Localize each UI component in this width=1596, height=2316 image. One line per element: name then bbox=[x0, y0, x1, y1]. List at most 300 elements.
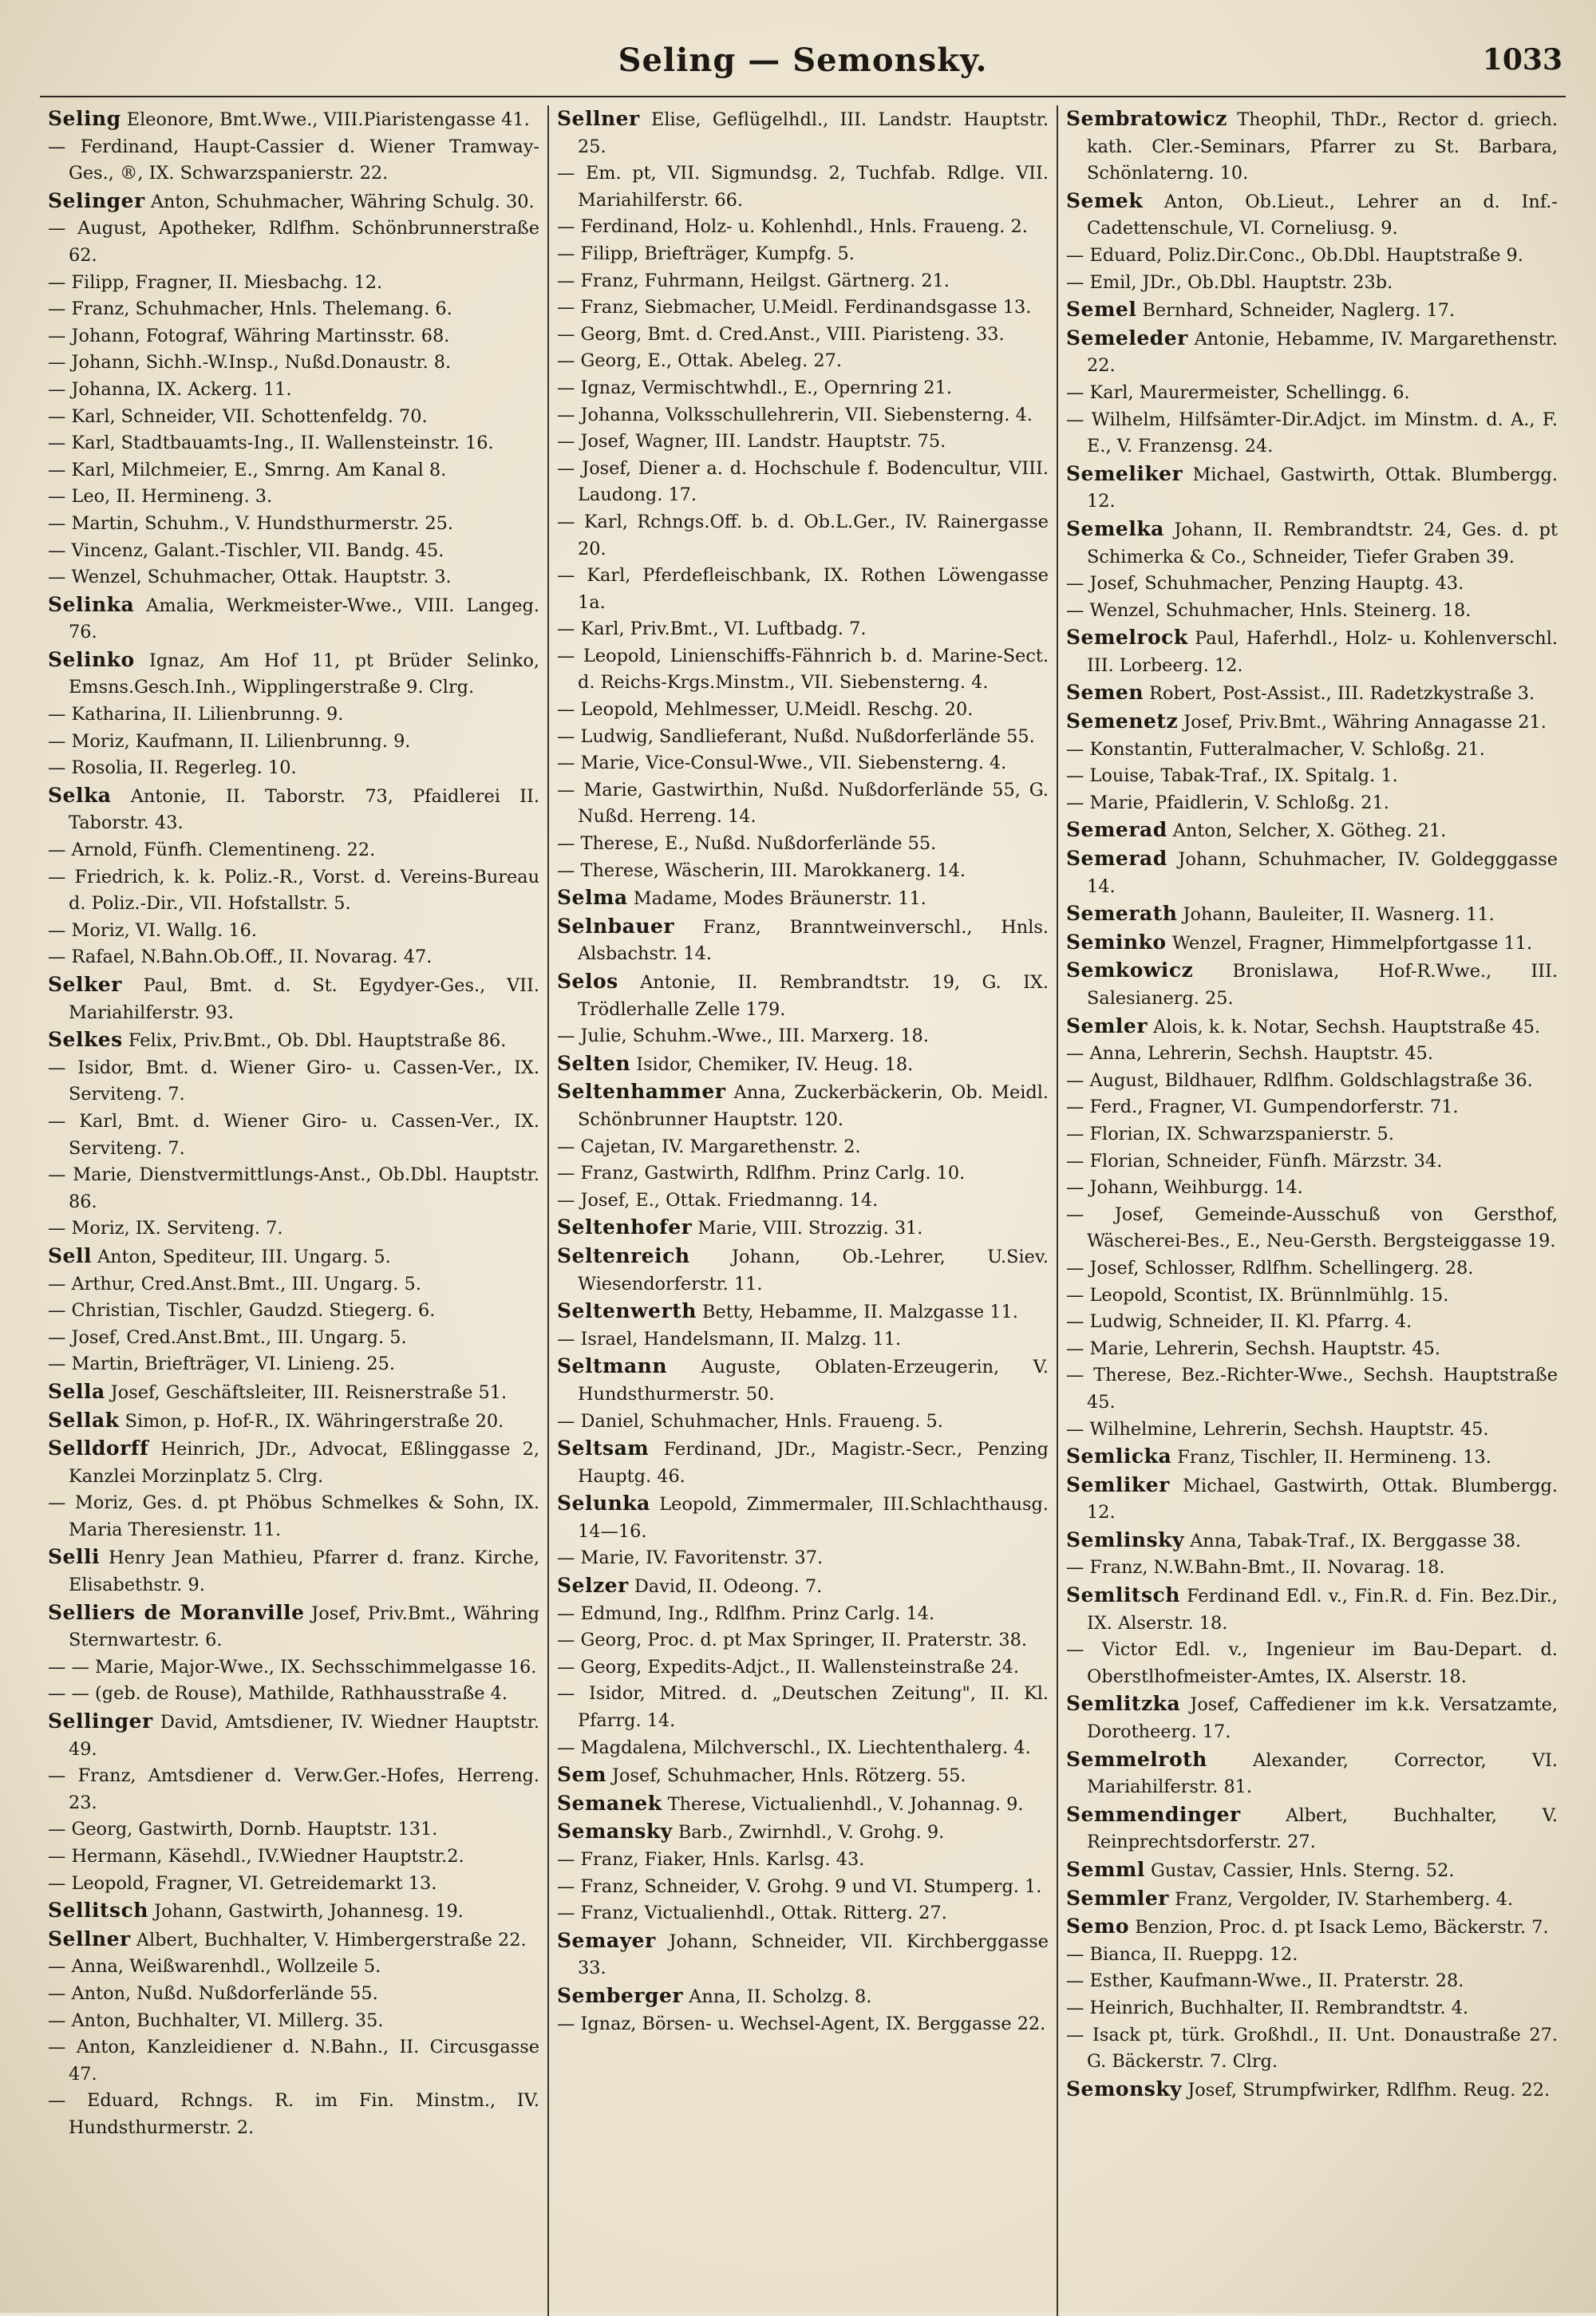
entry-text: Anton, Schuhmacher, Währing Schulg. 30. bbox=[150, 191, 535, 212]
entry-text: — Rafael, N.Bahn.Ob.Off., II. Novarag. 47. bbox=[48, 947, 433, 968]
entry-text: — Josef, Diener a. d. Hochschule f. Bodencultur, VIII. Laudong. 17. bbox=[557, 457, 1049, 506]
entry-text: Antonie, Hebamme, IV. Margarethenstr. 22. bbox=[1087, 328, 1558, 377]
entry-text: Alois, k. k. Notar, Sechsh. Hauptstraße 45. bbox=[1153, 1016, 1541, 1037]
directory-entry bbox=[48, 918, 539, 945]
entry-text: Michael, Gastwirth, Ottak. Blumbergg. 12. bbox=[1087, 1475, 1558, 1524]
entry-text: Barb., Zwirnhdl., V. Grohg. 9. bbox=[678, 1822, 945, 1844]
directory-entry bbox=[1066, 929, 1558, 958]
entry-surname: Semerath bbox=[1066, 902, 1178, 926]
entry-text: — Filipp, Briefträger, Kumpfg. 5. bbox=[557, 243, 855, 264]
column-3 bbox=[1057, 105, 1566, 2316]
entry-text: Anton, Spediteur, III. Ungarg. 5. bbox=[97, 1246, 391, 1267]
entry-surname: Selinko bbox=[48, 647, 135, 671]
directory-entry bbox=[1066, 1913, 1558, 1942]
entry-surname: Sella bbox=[48, 1379, 105, 1403]
entry-text: — Florian, Schneider, Fünfh. Märzstr. 34. bbox=[1066, 1150, 1443, 1172]
entry-surname: Semlicka bbox=[1066, 1445, 1172, 1468]
entry-text: Ignaz, Am Hof 11, pt Brüder Selinko, Emsns.Gesch.Inh., Wipplingerstraße 9. Clrg. bbox=[69, 650, 539, 698]
directory-entry bbox=[48, 1708, 539, 1763]
entry-text: — Moriz, VI. Wallg. 16. bbox=[48, 919, 257, 941]
directory-entry bbox=[557, 1353, 1049, 1408]
directory-entry bbox=[48, 377, 539, 404]
entry-text: — — Marie, Major-Wwe., IX. Sechsschimmelgasse 16. bbox=[48, 1656, 537, 1678]
entry-surname: Semansky bbox=[557, 1820, 673, 1844]
directory-entry bbox=[1066, 188, 1558, 243]
directory-entry bbox=[557, 456, 1049, 509]
entry-text: Elise, Geflügelhdl., III. Landstr. Hauptstr. 25. bbox=[578, 109, 1049, 157]
entry-text: — Filipp, Fragner, II. Miesbachg. 12. bbox=[48, 271, 383, 293]
directory-entry bbox=[1066, 460, 1558, 516]
entry-surname: Selli bbox=[48, 1545, 100, 1569]
entry-text: — Leopold, Scontist, IX. Brünnlmühlg. 15. bbox=[1066, 1284, 1449, 1306]
directory-entry bbox=[557, 1214, 1049, 1243]
directory-entry bbox=[557, 1874, 1049, 1901]
directory-entry bbox=[1066, 1175, 1558, 1202]
entry-surname: Sellak bbox=[48, 1408, 120, 1432]
entry-text: — Em. pt, VII. Sigmundsg. 2, Tuchfab. Rdlge. VII. Mariahilferstr. 66. bbox=[557, 163, 1049, 211]
entry-text: — Magdalena, Milchverschl., IX. Liechtenthalerg. 4. bbox=[557, 1737, 1031, 1758]
directory-entry bbox=[557, 402, 1049, 429]
directory-entry bbox=[48, 944, 539, 971]
entry-surname: Selldorff bbox=[48, 1437, 149, 1460]
directory-entry bbox=[48, 1243, 539, 1271]
directory-entry bbox=[1066, 1690, 1558, 1745]
entry-surname: Semlitzka bbox=[1066, 1692, 1181, 1716]
directory-entry bbox=[1066, 516, 1558, 571]
entry-surname: Semmler bbox=[1066, 1886, 1169, 1910]
entry-text: — Friedrich, k. k. Poliz.-R., Vorst. d. Vereins-Bureau d. Poliz.-Dir., VII. Hofstallstr. 5. bbox=[48, 866, 539, 915]
entry-text: Marie, VIII. Strozzig. 31. bbox=[697, 1218, 923, 1239]
entry-text: Franz, Branntweinverschl., Hnls. Alsbachstr. 14. bbox=[578, 916, 1049, 965]
entry-surname: Sellinger bbox=[48, 1709, 153, 1733]
entry-text: Josef, Caffediener im k.k. Versatzamte, Dorotheerg. 17. bbox=[1087, 1694, 1558, 1743]
directory-entry bbox=[48, 404, 539, 431]
directory-entry bbox=[557, 160, 1049, 214]
directory-entry bbox=[1066, 737, 1558, 764]
directory-entry bbox=[48, 1055, 539, 1109]
entry-text: — Franz, Schneider, V. Grohg. 9 und VI. Stumperg. 1. bbox=[557, 1875, 1042, 1897]
entry-text: — Johann, Fotograf, Währing Martinsstr. 68. bbox=[48, 325, 450, 346]
entry-text: — Wilhelm, Hilfsämter-Dir.Adjct. im Minstm. d. A., F. E., V. Franzensg. 24. bbox=[1066, 409, 1558, 457]
entry-surname: Semler bbox=[1066, 1014, 1148, 1037]
directory-entry bbox=[557, 1050, 1049, 1079]
entry-text: — Josef, Wagner, III. Landstr. Hauptstr. 75. bbox=[557, 431, 946, 453]
directory-entry bbox=[557, 831, 1049, 858]
entry-text: Johann, Schuhmacher, IV. Goldegggasse 14. bbox=[1087, 849, 1558, 897]
entry-text: — Leopold, Linienschiffs-Fähnrich b. d. Marine-Sect. d. Reichs-Krgs.Minstm., VII. Siebensterng. 4. bbox=[557, 645, 1049, 694]
entry-text: — Martin, Briefträger, VI. Linieng. 25. bbox=[48, 1354, 395, 1375]
entry-text: Wenzel, Fragner, Himmelpfortgasse 11. bbox=[1171, 932, 1533, 954]
entry-text: — Moriz, IX. Serviteng. 7. bbox=[48, 1218, 283, 1239]
entry-text: Josef, Schuhmacher, Hnls. Rötzerg. 55. bbox=[612, 1765, 966, 1787]
entry-text: — Martin, Schuhm., V. Hundsthurmerstr. 25. bbox=[48, 512, 454, 534]
entry-text: — Karl, Milchmeier, E., Smrng. Am Kanal 8. bbox=[48, 459, 447, 480]
entry-text: — Georg, Gastwirth, Dornb. Hauptstr. 131. bbox=[48, 1819, 438, 1840]
directory-entry bbox=[557, 750, 1049, 777]
directory-entry bbox=[557, 1298, 1049, 1326]
entry-surname: Semerad bbox=[1066, 847, 1167, 871]
entry-surname: Sembratowicz bbox=[1066, 107, 1227, 130]
directory-entry bbox=[1066, 325, 1558, 380]
directory-entry bbox=[1066, 1336, 1558, 1363]
directory-entry bbox=[48, 646, 539, 702]
directory-entry bbox=[48, 1407, 539, 1436]
entry-surname: Semen bbox=[1066, 681, 1144, 705]
directory-entry bbox=[48, 350, 539, 377]
entry-surname: Seling bbox=[48, 107, 121, 130]
directory-entry bbox=[1066, 1417, 1558, 1444]
entry-text: Johann, Schneider, VII. Kirchberggasse 33. bbox=[578, 1931, 1049, 1979]
directory-entry bbox=[1066, 1013, 1558, 1041]
directory-entry bbox=[48, 323, 539, 350]
entry-surname: Semenetz bbox=[1066, 709, 1179, 733]
entry-text: — Leopold, Mehlmesser, U.Meidl. Reschg. 20. bbox=[557, 699, 974, 721]
entry-surname: Semeliker bbox=[1066, 461, 1183, 485]
entry-surname: Selnbauer bbox=[557, 914, 675, 938]
directory-entry bbox=[48, 2008, 539, 2035]
directory-entry bbox=[557, 1681, 1049, 1734]
entry-surname: Sellitsch bbox=[48, 1899, 148, 1923]
entry-text: — Ignaz, Börsen- u. Wechsel-Agent, IX. Berggasse 22. bbox=[557, 2013, 1046, 2034]
directory-entry bbox=[557, 884, 1049, 913]
entry-text: — — (geb. de Rouse), Mathilde, Rathhausstraße 4. bbox=[48, 1683, 508, 1705]
directory-entry bbox=[48, 484, 539, 511]
directory-entry bbox=[557, 1243, 1049, 1298]
directory-entry bbox=[557, 643, 1049, 697]
directory-entry bbox=[48, 1926, 539, 1954]
entry-text: — Therese, Wäscherin, III. Marokkanerg. 14. bbox=[557, 860, 966, 881]
directory-entry bbox=[557, 1409, 1049, 1436]
entry-text: — Leo, II. Hermineng. 3. bbox=[48, 486, 273, 508]
entry-text: — Anna, Weißwarenhdl., Wollzeile 5. bbox=[48, 1956, 381, 1978]
entry-surname: Seltmann bbox=[557, 1354, 668, 1378]
entry-surname: Selinger bbox=[48, 188, 145, 212]
directory-entry bbox=[1066, 1148, 1558, 1176]
entry-text: — Marie, Pfaidlerin, V. Schloßg. 21. bbox=[1066, 792, 1389, 813]
directory-entry bbox=[48, 782, 539, 837]
column-1 bbox=[40, 105, 547, 2316]
directory-entry bbox=[1066, 1202, 1558, 1255]
entry-text: — Hermann, Käsehdl., IV.Wiedner Hauptstr.2. bbox=[48, 1846, 464, 1867]
directory-entry bbox=[557, 1435, 1049, 1490]
entry-text: Johann, Ob.-Lehrer, U.Siev. Wiesendorferstr. 11. bbox=[578, 1246, 1049, 1294]
entry-surname: Semo bbox=[1066, 1915, 1130, 1939]
entry-text: — Karl, Rchngs.Off. b. d. Ob.L.Ger., IV. Rainergasse 20. bbox=[557, 511, 1049, 559]
entry-text: Alexander, Corrector, VI. Mariahilferstr. 81. bbox=[1087, 1749, 1558, 1798]
entry-surname: Semelka bbox=[1066, 516, 1164, 540]
directory-entry bbox=[48, 511, 539, 538]
directory-entry bbox=[557, 1490, 1049, 1545]
directory-entry bbox=[1066, 571, 1558, 598]
directory-entry bbox=[1066, 1255, 1558, 1282]
directory-entry bbox=[557, 1818, 1049, 1847]
directory-entry bbox=[557, 509, 1049, 563]
directory-entry bbox=[48, 296, 539, 323]
directory-entry bbox=[1066, 1041, 1558, 1068]
entry-text: — Eduard, Rchngs. R. im Fin. Minstm., IV. Hundsthurmerstr. 2. bbox=[48, 2090, 539, 2138]
directory-entry bbox=[48, 1298, 539, 1325]
entry-text: — Moriz, Ges. d. pt Phöbus Schmelkes & Sohn, IX. Maria Theresienstr. 11. bbox=[48, 1492, 539, 1540]
directory-entry bbox=[48, 1654, 539, 1682]
entry-text: — Josef, E., Ottak. Friedmanng. 14. bbox=[557, 1189, 879, 1211]
entry-text: — Therese, Bez.-Richter-Wwe., Sechsh. Hauptstraße 45. bbox=[1066, 1365, 1558, 1413]
entry-surname: Seltenhammer bbox=[557, 1080, 726, 1104]
directory-entry bbox=[557, 1847, 1049, 1874]
directory-entry bbox=[1066, 1637, 1558, 1690]
directory-entry bbox=[48, 1435, 539, 1490]
entry-text: Simon, p. Hof-R., IX. Währingerstraße 20. bbox=[124, 1410, 504, 1432]
directory-entry bbox=[48, 1897, 539, 1926]
entry-text: — Moriz, Kaufmann, II. Lilienbrunng. 9. bbox=[48, 730, 411, 752]
entry-text: — Karl, Pferdefleischbank, IX. Rothen Löwengasse 1a. bbox=[557, 565, 1049, 613]
directory-entry bbox=[48, 457, 539, 484]
entry-text: — Cajetan, IV. Margarethenstr. 2. bbox=[557, 1136, 861, 1157]
entry-text: Josef, Strumpfwirker, Rdlfhm. Reug. 22. bbox=[1187, 2079, 1551, 2101]
entry-surname: Seltenreich bbox=[557, 1243, 690, 1267]
entry-text: — Karl, Maurermeister, Schellingg. 6. bbox=[1066, 381, 1410, 403]
entry-surname: Sell bbox=[48, 1243, 92, 1267]
entry-text: — Franz, Siebmacher, U.Meidl. Ferdinandsgasse 13. bbox=[557, 297, 1032, 318]
directory-entry bbox=[557, 1601, 1049, 1628]
directory-entry bbox=[48, 1026, 539, 1055]
directory-entry bbox=[1066, 407, 1558, 460]
directory-entry bbox=[48, 188, 539, 216]
entry-text: — Marie, Lehrerin, Sechsh. Hauptstr. 45. bbox=[1066, 1338, 1441, 1359]
entry-text: Betty, Hebamme, II. Malzgasse 11. bbox=[702, 1302, 1018, 1323]
entry-text: — Georg, Expedits-Adjct., II. Wallensteinstraße 24. bbox=[557, 1656, 1019, 1678]
entry-text: — Katharina, II. Lilienbrunng. 9. bbox=[48, 704, 344, 725]
directory-entry bbox=[48, 729, 539, 756]
entry-surname: Semek bbox=[1066, 188, 1144, 212]
directory-entry bbox=[1066, 1068, 1558, 1095]
directory-entry bbox=[1066, 1121, 1558, 1148]
entry-text: — Johann, Sichh.-W.Insp., Nußd.Donaustr. 8. bbox=[48, 352, 452, 373]
entry-text: Anna, II. Scholzg. 8. bbox=[689, 1986, 872, 2007]
entry-text: Johann, Bauleiter, II. Wasnerg. 11. bbox=[1183, 904, 1495, 926]
entry-text: — Franz, Schuhmacher, Hnls. Thelemang. 6. bbox=[48, 298, 452, 320]
directory-entry bbox=[48, 1981, 539, 2008]
entry-text: — Georg, Proc. d. pt Max Springer, II. Praterstr. 38. bbox=[557, 1630, 1028, 1651]
entry-surname: Semeleder bbox=[1066, 326, 1188, 350]
entry-text: — Eduard, Poliz.Dir.Conc., Ob.Dbl. Hauptstraße 9. bbox=[1066, 244, 1523, 266]
directory-entry bbox=[48, 1681, 539, 1708]
directory-entry bbox=[1066, 845, 1558, 900]
entry-surname: Semanek bbox=[557, 1791, 662, 1815]
entry-text: — Marie, Dienstvermittlungs-Anst., Ob.Dbl. Hauptstr. 86. bbox=[48, 1164, 539, 1212]
entry-surname: Selinka bbox=[48, 592, 135, 616]
entry-text: — Wenzel, Schuhmacher, Ottak. Hauptstr. 3. bbox=[48, 567, 452, 588]
entry-text: — Franz, Fiaker, Hnls. Karlsg. 43. bbox=[557, 1849, 865, 1870]
directory-entry bbox=[1066, 598, 1558, 625]
entry-text: — Anton, Nußd. Nußdorferlände 55. bbox=[48, 1982, 378, 2004]
entry-text: David, Amtsdiener, IV. Wiedner Hauptstr. 49. bbox=[69, 1712, 539, 1760]
page-number: 1033 bbox=[1482, 43, 1562, 77]
directory-entry bbox=[557, 1326, 1049, 1354]
entry-text: Therese, Victualienhdl., V. Johannag. 9. bbox=[667, 1793, 1024, 1815]
directory-entry bbox=[1066, 1472, 1558, 1527]
entry-text: — Johanna, Volksschullehrerin, VII. Siebensterng. 4. bbox=[557, 404, 1033, 425]
column-2 bbox=[547, 105, 1057, 2316]
directory-entry bbox=[557, 1627, 1049, 1654]
entry-text: — Ferdinand, Haupt-Cassier d. Wiener Tramway-Ges., ®, IX. Schwarzspanierstr. 22. bbox=[48, 136, 539, 184]
entry-text: — Julie, Schuhm.-Wwe., III. Marxerg. 18. bbox=[557, 1026, 929, 1047]
directory-entry bbox=[48, 1351, 539, 1378]
directory-entry bbox=[557, 1900, 1049, 1927]
directory-entry bbox=[557, 1735, 1049, 1762]
entry-text: Bronislawa, Hof-R.Wwe., III. Salesianerg. 25. bbox=[1087, 961, 1558, 1009]
directory-entry bbox=[1066, 624, 1558, 679]
entry-surname: Semlitsch bbox=[1066, 1583, 1180, 1607]
entry-text: Benzion, Proc. d. pt Isack Lemo, Bäckerstr. 7. bbox=[1135, 1917, 1549, 1939]
entry-text: — Israel, Handelsmann, II. Malzg. 11. bbox=[557, 1328, 902, 1350]
directory-entry bbox=[557, 1188, 1049, 1215]
entry-text: David, II. Odeong. 7. bbox=[634, 1576, 823, 1598]
entry-text: — Franz, N.W.Bahn-Bmt., II. Novarag. 18. bbox=[1066, 1557, 1445, 1579]
directory-entry bbox=[1066, 1527, 1558, 1555]
directory-entry bbox=[557, 2011, 1049, 2038]
entry-text: — Isidor, Mitred. d. „Deutschen Zeitung", II. Kl. Pfarrg. 14. bbox=[557, 1683, 1049, 1732]
entry-surname: Selzer bbox=[557, 1574, 629, 1598]
entry-text: Johann, Gastwirth, Johannesg. 19. bbox=[154, 1901, 464, 1923]
directory-entry bbox=[557, 1927, 1049, 1982]
directory-entry bbox=[557, 294, 1049, 322]
entry-text: Franz, Vergolder, IV. Starhemberg. 4. bbox=[1175, 1888, 1514, 1910]
directory-entry bbox=[48, 702, 539, 729]
directory-entry bbox=[48, 1109, 539, 1162]
directory-entry bbox=[557, 913, 1049, 968]
entry-surname: Semliker bbox=[1066, 1472, 1170, 1496]
entry-text: Madame, Modes Bräunerstr. 11. bbox=[633, 888, 926, 910]
entry-text: — Johann, Weihburgg. 14. bbox=[1066, 1177, 1303, 1199]
entry-surname: Semlinsky bbox=[1066, 1528, 1185, 1551]
entry-text: — Ferd., Fragner, VI. Gumpendorferstr. 71. bbox=[1066, 1097, 1459, 1118]
entry-text: Antonie, II. Rembrandtstr. 19, G. IX. Trödlerhalle Zelle 179. bbox=[578, 972, 1049, 1020]
entry-surname: Semonsky bbox=[1066, 2077, 1183, 2101]
entry-text: — Edmund, Ing., Rdlfhm. Prinz Carlg. 14. bbox=[557, 1603, 935, 1624]
entry-text: Anton, Selcher, X. Götheg. 21. bbox=[1172, 820, 1447, 842]
directory-entry bbox=[557, 322, 1049, 349]
directory-entry bbox=[1066, 1942, 1558, 1969]
entry-text: — Therese, E., Nußd. Nußdorferlände 55. bbox=[557, 833, 937, 855]
entry-text: — August, Bildhauer, Rdlfhm. Goldschlagstraße 36. bbox=[1066, 1069, 1533, 1091]
entry-surname: Seltenwerth bbox=[557, 1299, 697, 1323]
directory-entry bbox=[557, 1790, 1049, 1819]
entry-text: — Louise, Tabak-Traf., IX. Spitalg. 1. bbox=[1066, 765, 1398, 787]
entry-text: Anton, Ob.Lieut., Lehrer an d. Inf.-Cadettenschule, VI. Corneliusg. 9. bbox=[1087, 191, 1558, 239]
directory-entry bbox=[557, 1160, 1049, 1188]
directory-entry bbox=[48, 1763, 539, 1816]
directory-entry bbox=[1066, 1309, 1558, 1336]
entry-text: — Franz, Amtsdiener d. Verw.Ger.-Hofes, Herreng. 23. bbox=[48, 1765, 539, 1813]
directory-entry bbox=[557, 1545, 1049, 1572]
entry-surname: Selkes bbox=[48, 1028, 123, 1052]
entry-text: Heinrich, JDr., Advocat, Eßlinggasse 2, Kanzlei Morzinplatz 5. Clrg. bbox=[69, 1439, 539, 1487]
entry-text: Robert, Post-Assist., III. Radetzkystraße 3. bbox=[1149, 683, 1535, 705]
entry-text: — Konstantin, Futteralmacher, V. Schloßg. 21. bbox=[1066, 738, 1485, 760]
directory-entry bbox=[557, 1078, 1049, 1133]
entry-text: — Esther, Kaufmann-Wwe., II. Praterstr. 28. bbox=[1066, 1970, 1464, 1992]
directory-entry bbox=[1066, 380, 1558, 407]
directory-entry bbox=[48, 1816, 539, 1844]
entry-text: Auguste, Oblaten-Erzeugerin, V. Hundsthurmerstr. 50. bbox=[578, 1357, 1049, 1405]
directory-entry bbox=[1066, 105, 1558, 188]
directory-entry bbox=[1066, 1094, 1558, 1121]
directory-entry bbox=[557, 1982, 1049, 2011]
entry-text: — Marie, Gastwirthin, Nußd. Nußdorferlände 55, G. Nußd. Herreng. 14. bbox=[557, 779, 1049, 828]
directory-entry bbox=[1066, 1746, 1558, 1801]
directory-entry bbox=[1066, 1282, 1558, 1310]
directory-entry bbox=[48, 1543, 539, 1599]
directory-entry bbox=[48, 2088, 539, 2141]
entry-text: — Franz, Fuhrmann, Heilgst. Gärtnerg. 21. bbox=[557, 270, 950, 291]
directory-entry bbox=[48, 105, 539, 134]
directory-entry bbox=[1066, 1362, 1558, 1416]
entry-surname: Selma bbox=[557, 886, 628, 910]
entry-text: Leopold, Zimmermaler, III.Schlachthausg. 14—16. bbox=[578, 1494, 1049, 1542]
directory-entry bbox=[557, 1761, 1049, 1790]
columns bbox=[40, 105, 1566, 2316]
entry-surname: Selka bbox=[48, 783, 112, 807]
directory-entry bbox=[557, 858, 1049, 885]
entry-text: — Rosolia, II. Regerleg. 10. bbox=[48, 757, 297, 779]
directory-entry bbox=[1066, 790, 1558, 817]
page-header bbox=[40, 41, 1566, 97]
entry-text: Franz, Tischler, II. Hermineng. 13. bbox=[1177, 1447, 1491, 1468]
entry-text: — Ignaz, Vermischtwhdl., E., Opernring 21. bbox=[557, 377, 952, 398]
entry-text: — Anton, Kanzleidiener d. N.Bahn., II. Circusgasse 47. bbox=[48, 2037, 539, 2085]
entry-text: — Isidor, Bmt. d. Wiener Giro- u. Cassen-Ver., IX. Serviteng. 7. bbox=[48, 1057, 539, 1105]
directory-entry bbox=[48, 564, 539, 591]
directory-entry bbox=[557, 1654, 1049, 1682]
directory-entry bbox=[557, 616, 1049, 643]
entry-surname: Sellner bbox=[557, 107, 640, 130]
entry-text: Antonie, II. Taborstr. 73, Pfaidlerei II. Taborstr. 43. bbox=[69, 785, 539, 834]
directory-entry bbox=[557, 563, 1049, 616]
entry-text: Albert, Buchhalter, V. Reinprechtsdorferstr. 27. bbox=[1087, 1804, 1558, 1853]
entry-surname: Semmelroth bbox=[1066, 1747, 1207, 1771]
entry-text: — Johanna, IX. Ackerg. 11. bbox=[48, 378, 292, 400]
entry-text: — August, Apotheker, Rdlfhm. Schönbrunnerstraße 62. bbox=[48, 218, 539, 266]
entry-text: — Karl, Stadtbauamts-Ing., II. Wallensteinstr. 16. bbox=[48, 433, 494, 454]
entry-text: — Wenzel, Schuhmacher, Hnls. Steinerg. 18. bbox=[1066, 599, 1472, 621]
entry-text: Henry Jean Mathieu, Pfarrer d. franz. Kirche, Elisabethstr. 9. bbox=[69, 1547, 539, 1596]
directory-entry bbox=[557, 429, 1049, 456]
directory-entry bbox=[557, 968, 1049, 1023]
entry-text: Anna, Tabak-Traf., IX. Berggasse 38. bbox=[1190, 1530, 1522, 1551]
directory-entry bbox=[1066, 679, 1558, 708]
directory-entry bbox=[1066, 1582, 1558, 1637]
entry-text: — Wilhelmine, Lehrerin, Sechsh. Hauptstr. 45. bbox=[1066, 1418, 1489, 1440]
directory-entry bbox=[1066, 816, 1558, 845]
entry-text: Paul, Bmt. d. St. Egydyer-Ges., VII. Mariahilferstr. 93. bbox=[69, 975, 539, 1023]
directory-entry bbox=[557, 241, 1049, 268]
entry-text: — Karl, Bmt. d. Wiener Giro- u. Cassen-Ver., IX. Serviteng. 7. bbox=[48, 1110, 539, 1159]
directory-entry bbox=[557, 214, 1049, 241]
entry-text: — Isack pt, türk. Großhdl., II. Unt. Donaustraße 27. G. Bäckerstr. 7. Clrg. bbox=[1066, 2024, 1558, 2073]
entry-text: — Josef, Schlosser, Rdlfhm. Schellingerg. 28. bbox=[1066, 1257, 1474, 1279]
entry-text: — Karl, Priv.Bmt., VI. Luftbadg. 7. bbox=[557, 619, 867, 640]
directory-entry bbox=[557, 697, 1049, 724]
entry-text: — Anna, Lehrerin, Sechsh. Hauptstr. 45. bbox=[1066, 1043, 1434, 1065]
directory-entry bbox=[1066, 1995, 1558, 2022]
entry-text: — Marie, Vice-Consul-Wwe., VII. Siebensterng. 4. bbox=[557, 753, 1007, 774]
entry-text: Albert, Buchhalter, V. Himbergerstraße 22. bbox=[136, 1929, 527, 1950]
entry-text: — Ferdinand, Holz- u. Kohlenhdl., Hnls. Fraueng. 2. bbox=[557, 216, 1028, 238]
entry-surname: Semel bbox=[1066, 298, 1137, 322]
directory-entry bbox=[1066, 763, 1558, 790]
entry-text: — Ludwig, Schneider, II. Kl. Pfarrg. 4. bbox=[1066, 1311, 1412, 1333]
directory-entry bbox=[48, 1871, 539, 1898]
